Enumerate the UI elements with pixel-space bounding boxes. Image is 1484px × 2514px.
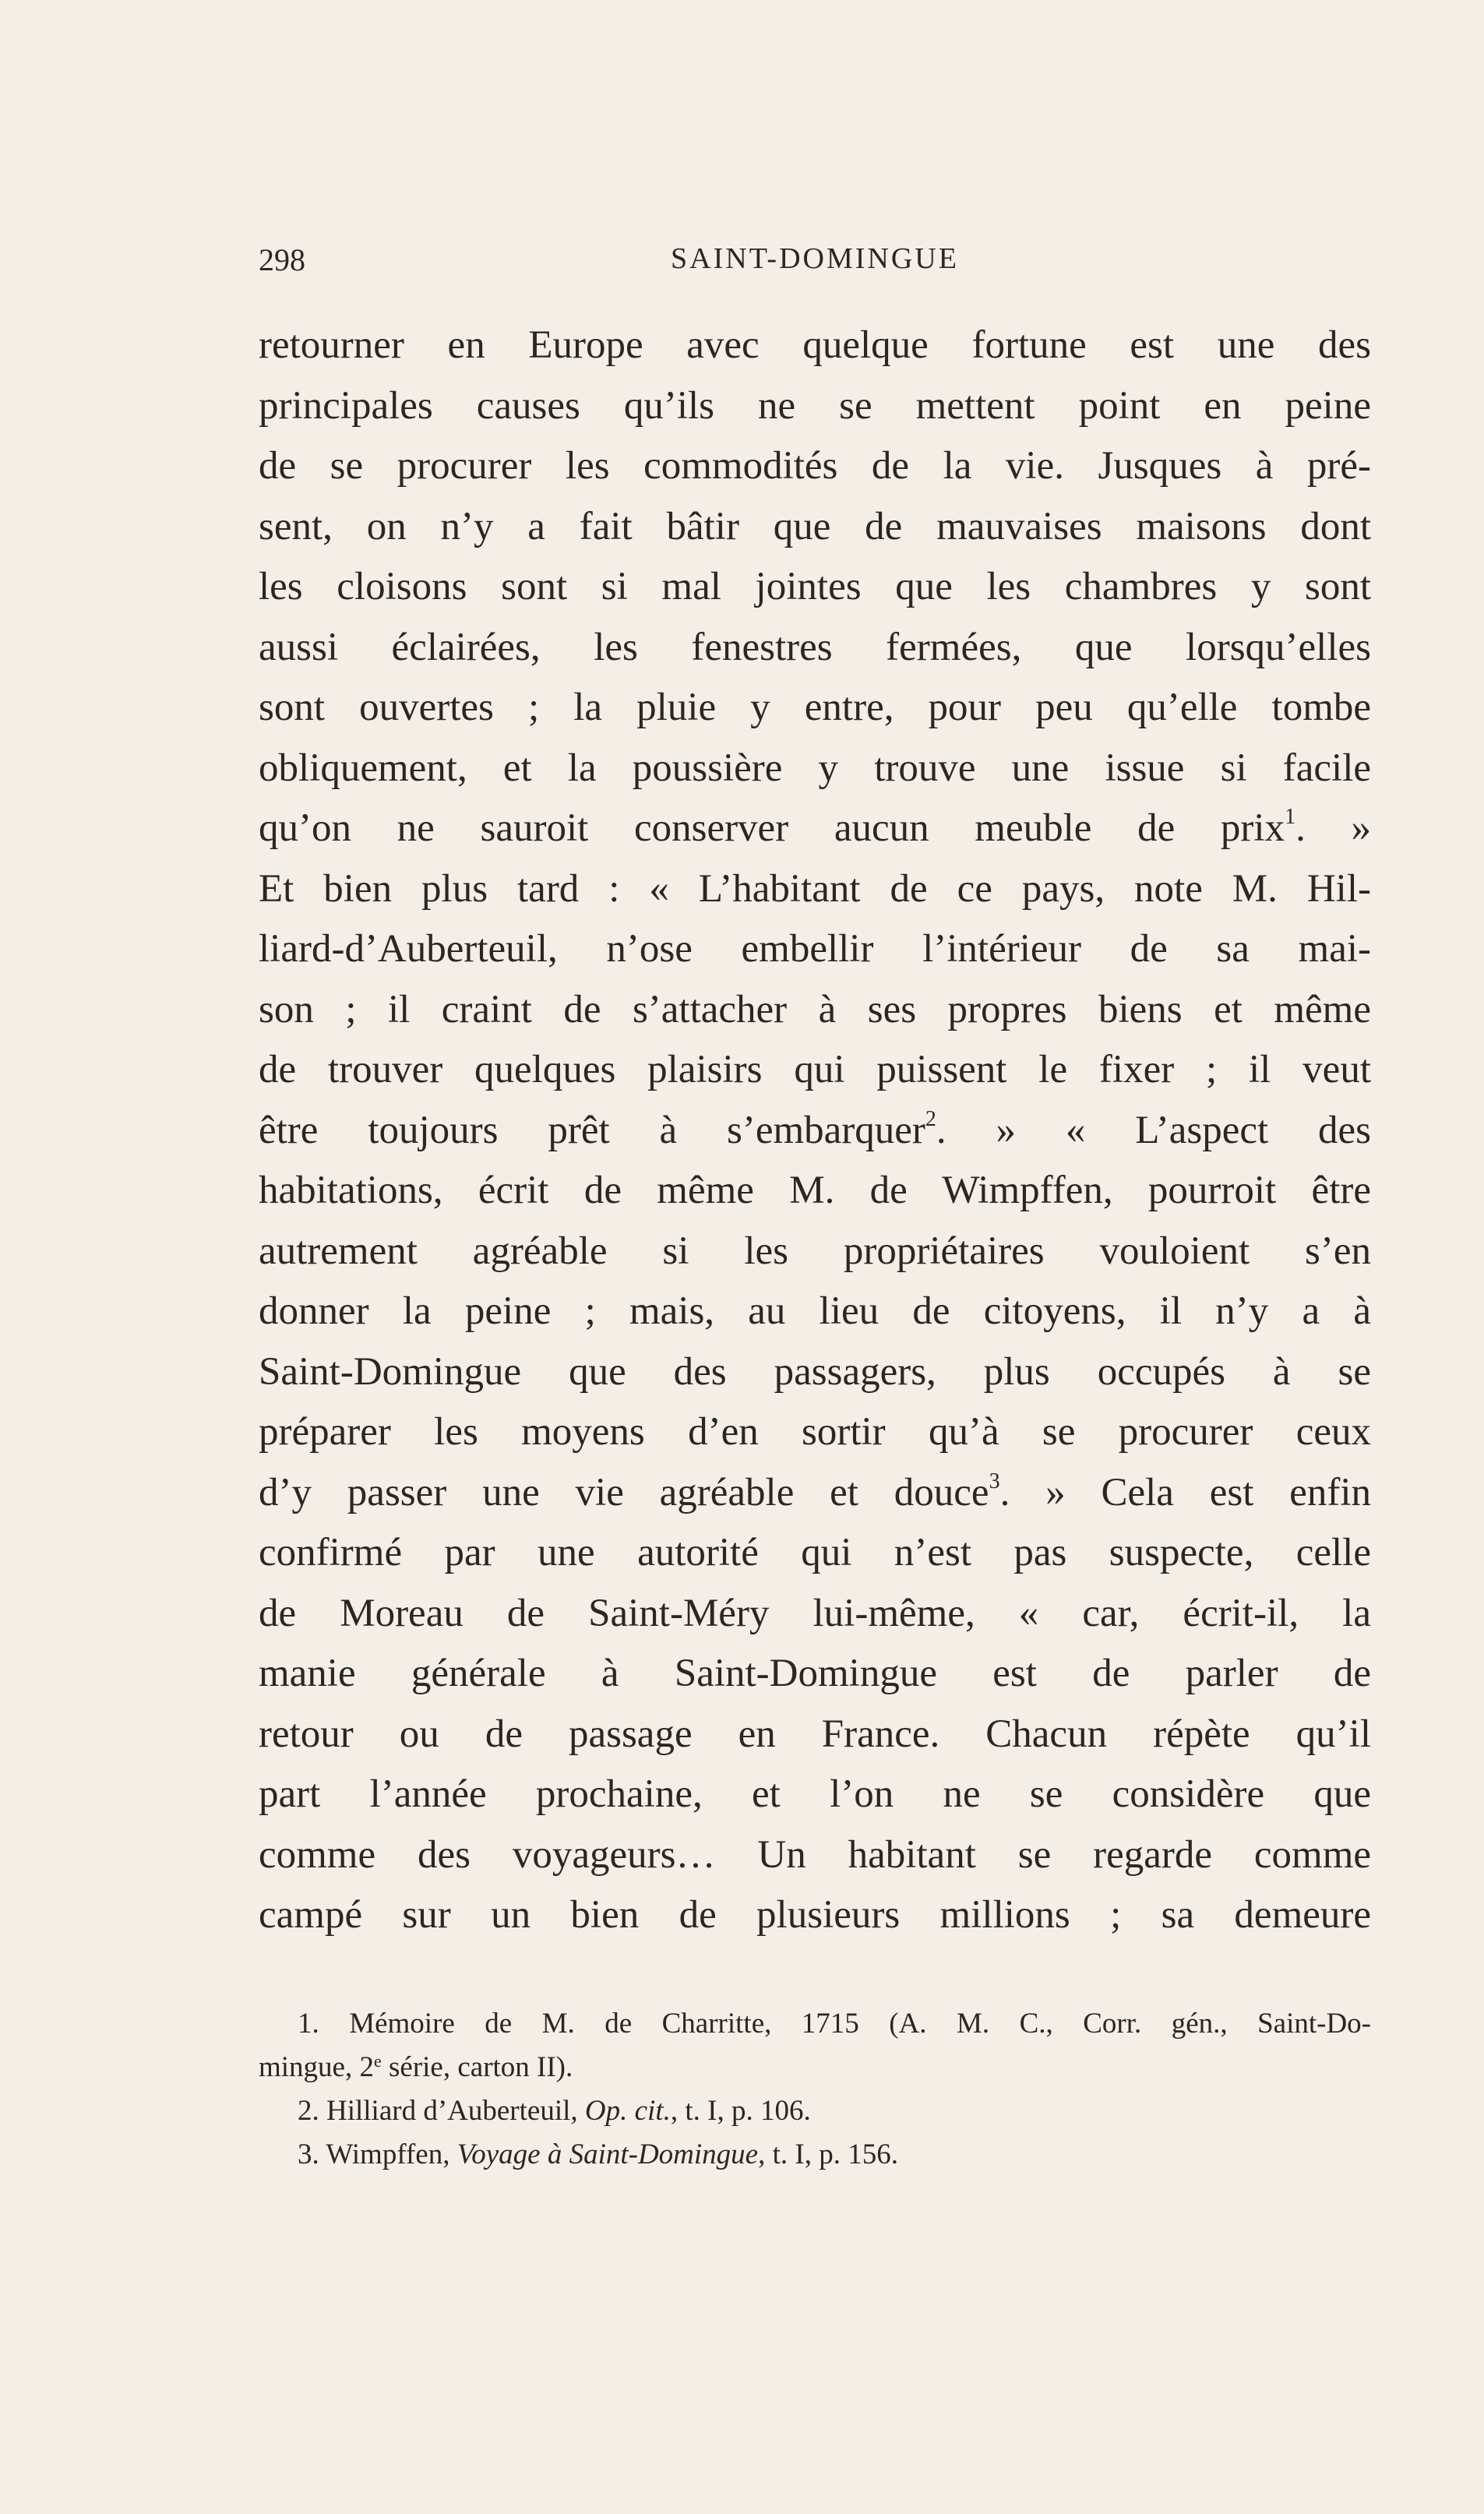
footnote-sup: e <box>373 2051 382 2071</box>
text-line: de trouver quelques plaisirs qui puissent le fixer ; il veut <box>259 1048 1371 1091</box>
page-number: 298 <box>259 242 305 277</box>
footnote-ref[interactable]: 3 <box>989 1469 1000 1493</box>
text-line: de se procurer les commodités de la vie. Jusques à pré- <box>259 444 1371 488</box>
text-line: de Moreau de Saint-Méry lui-même, « car, écrit-il, la <box>259 1591 1371 1635</box>
text-line: comme des voyageurs… Un habitant se regarde comme <box>259 1832 1371 1877</box>
footnote-text: mingue, 2 <box>259 2051 374 2083</box>
text-line: habitations, écrit de même M. de Wimpffen, pourroit être <box>259 1169 1371 1212</box>
text-line: sent, on n’y a fait bâtir que de mauvaises maisons dont <box>259 504 1371 548</box>
text-line-with-note <box>259 1463 1371 1524</box>
text-line: retour ou de passage en France. Chacun répète qu’il <box>259 1712 1371 1756</box>
line-tail: . » « L’aspect des <box>936 1108 1371 1152</box>
text-line: principales causes qu’ils ne se mettent point en peine <box>259 383 1371 428</box>
footnote-italic: Op. cit. <box>584 2095 671 2127</box>
text-line-with-note <box>259 1101 1371 1162</box>
footnote-ref[interactable]: 1 <box>1285 805 1296 829</box>
footnotes <box>259 2002 1371 2177</box>
text-line: retourner en Europe avec quelque fortune est une des <box>259 323 1371 367</box>
body-text <box>259 316 1371 1946</box>
text-line: campé sur un bien de plusieurs millions ; sa demeure <box>259 1893 1371 1937</box>
text-line: donner la peine ; mais, au lieu de citoyens, il n’y a à <box>259 1289 1371 1333</box>
text-line: obliquement, et la poussière y trouve une issue si facile <box>259 746 1371 790</box>
footnote-ref[interactable]: 2 <box>925 1106 936 1131</box>
page-header <box>259 242 1371 288</box>
line-text: qu’on ne sauroit conserver aucun meuble de prix <box>259 806 1285 850</box>
text-line-with-note <box>259 799 1371 859</box>
line-text: être toujours prêt à s’embarquer <box>259 1108 925 1152</box>
footnote-italic: Voyage à Saint-Domingue <box>456 2138 759 2170</box>
text-line: autrement agréable si les propriétaires vouloient s’en <box>259 1229 1371 1273</box>
text-line: confirmé par une autorité qui n’est pas suspecte, celle <box>259 1531 1371 1574</box>
footnote-3 <box>259 2133 1371 2177</box>
text-line: les cloisons sont si mal jointes que les chambres y sont <box>259 565 1371 608</box>
line-tail: . » Cela est enfin <box>999 1470 1371 1514</box>
line-text: d’y passer une vie agréable et douce <box>259 1470 989 1514</box>
line-tail: . » <box>1295 806 1371 850</box>
text-line: manie générale à Saint-Domingue est de parler de <box>259 1652 1371 1695</box>
footnote-text: série, carton II). <box>381 2051 573 2083</box>
text-line: aussi éclairées, les fenestres fermées, que lorsqu’elles <box>259 625 1371 669</box>
footnote-text: 3. Wimpffen, <box>298 2138 457 2170</box>
footnote-2 <box>259 2089 1371 2133</box>
text-line: son ; il craint de s’attacher à ses propres biens et même <box>259 987 1371 1031</box>
text-line: part l’année prochaine, et l’on ne se considère que <box>259 1772 1371 1816</box>
text-line: liard-d’Auberteuil, n’ose embellir l’intérieur de sa mai- <box>259 927 1371 971</box>
footnote-1-continued <box>259 2046 1371 2089</box>
text-line: préparer les moyens d’en sortir qu’à se procurer ceux <box>259 1410 1371 1454</box>
running-title: SAINT-DOMINGUE <box>671 242 959 275</box>
text-line: Saint-Domingue que des passagers, plus occupés à se <box>259 1349 1371 1394</box>
text-line: sont ouvertes ; la pluie y entre, pour peu qu’elle tombe <box>259 686 1371 729</box>
footnote-text: , t. I, p. 106. <box>670 2095 811 2127</box>
text-line: Et bien plus tard : « L’habitant de ce pays, note M. Hil- <box>259 866 1371 911</box>
footnote-1: 1. Mémoire de M. de Charritte, 1715 (A. M. C., Corr. gén., Saint-Do- <box>298 2008 1371 2040</box>
footnote-text: 2. Hilliard d’Auberteuil, <box>298 2095 585 2127</box>
footnote-text: , t. I, p. 156. <box>758 2138 898 2170</box>
